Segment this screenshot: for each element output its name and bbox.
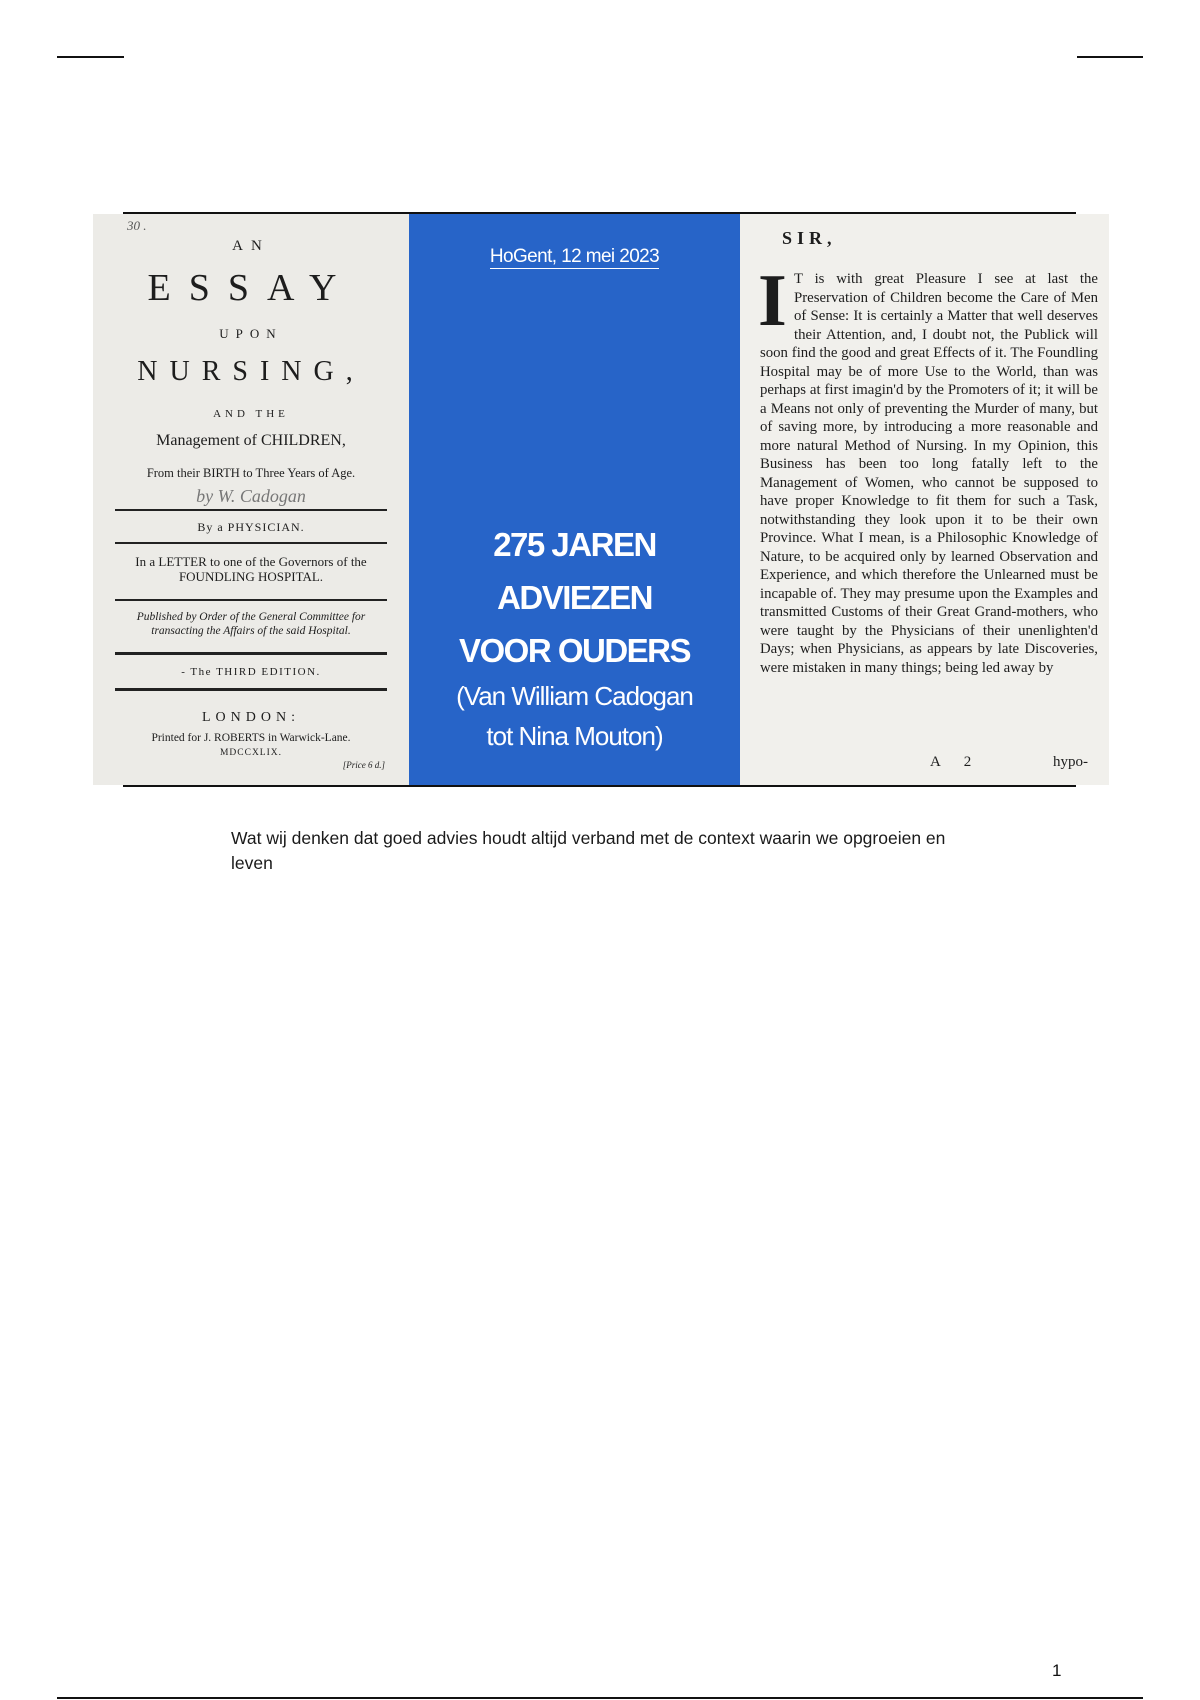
title-nursing: NURSING, (137, 356, 365, 387)
divider (115, 509, 387, 511)
letter-signature-mark: A 2 (930, 754, 982, 770)
handwritten-signature: by W. Cadogan (196, 486, 306, 506)
slide-subtitle-line: (Van William Cadogan (456, 681, 693, 711)
title-date: MDCCXLIX. (219, 748, 283, 758)
letter-body: T is with great Pleasure I see at last the Preservation of Children become the Care of Men of Sense: It is certainly a Matter that well deserves their Attention, and, I doubt not, the Publick will soon find the good and great Effects of it. The Foundling Hospital may be of more Use to the World, than was perhaps at first imagin'd by the Promoters of it; it will be a Means not only of preventing the Murder of many, but of saving more, by introducing a more reasonable and more natural Method of Nursing. In my Opinion, this Business has been too long fatally left to the Management of Women, who cannot be supposed to have proper Knowledge to fit them for such a Task, notwithstanding they look upon it to be their own Province. What I mean, is a Philosophic Knowledge of Nature, to be acquired only by learned Observation and Experience, and which therefore the Unlearned must be incapable of. They may presume upon the Examples and transmitted Customs of their Great Grand-mothers, who were taught by the Physicians of their unenlighten'd Days; when Physicians, as appears by late Discoveries, were mistaken in many things; being led away by (760, 271, 1098, 676)
handwritten-number: 30 . (127, 218, 147, 233)
divider (115, 599, 387, 601)
slide-subtitle (409, 676, 740, 756)
caption-text: Wat wij denken dat goed advies houdt altijd verband met de context waarin we opgroeien en leven (231, 828, 946, 873)
divider (115, 652, 387, 655)
letter-salutation: SIR, (782, 228, 837, 248)
page-number: 1 (1052, 1661, 1062, 1680)
title-edition: - The THIRD EDITION. (181, 666, 321, 678)
title-an: AN (232, 238, 270, 254)
slide-title-line: 275 JAREN (493, 526, 656, 563)
divider (115, 688, 387, 691)
slide-image (93, 212, 1109, 787)
footer-rule (57, 1697, 1143, 1699)
slide-title-panel (409, 214, 740, 785)
title-from: From their BIRTH to Three Years of Age. (146, 466, 356, 480)
slide-title (409, 518, 740, 677)
slide-bottom-border (123, 785, 1076, 787)
slide-date (409, 246, 740, 268)
title-upon: UPON (219, 326, 283, 341)
title-london: LONDON: (202, 710, 300, 725)
divider (115, 542, 387, 544)
title-letter: In a LETTER to one of the Governors of the FOUNDLING HOSPITAL. (135, 554, 367, 584)
title-by-physician: By a PHYSICIAN. (197, 520, 305, 534)
essay-letter-page (740, 214, 1109, 785)
essay-title-page (93, 214, 409, 785)
slide-date-text: HoGent, 12 mei 2023 (489, 246, 660, 267)
header-rule-right (1077, 56, 1143, 58)
title-essay: ESSAY (147, 267, 355, 309)
letter-catchword: hypo- (1053, 754, 1088, 770)
slide-title-line: ADVIEZEN (497, 579, 652, 616)
title-published: Published by Order of the General Committee for transacting the Affairs of the said Hospital. (136, 611, 366, 637)
letter-drop-cap: I (758, 260, 787, 342)
letter-body-wrap (758, 260, 1098, 677)
title-and-the: AND THE (213, 408, 289, 420)
title-management: Management of CHILDREN, (156, 432, 346, 449)
slide-subtitle-line: tot Nina Mouton) (486, 721, 663, 751)
title-printed: Printed for J. ROBERTS in Warwick-Lane. (151, 732, 351, 744)
title-price: [Price 6 d.] (342, 760, 385, 770)
slide-title-line: VOOR OUDERS (458, 632, 691, 669)
header-rule-left (57, 56, 124, 58)
